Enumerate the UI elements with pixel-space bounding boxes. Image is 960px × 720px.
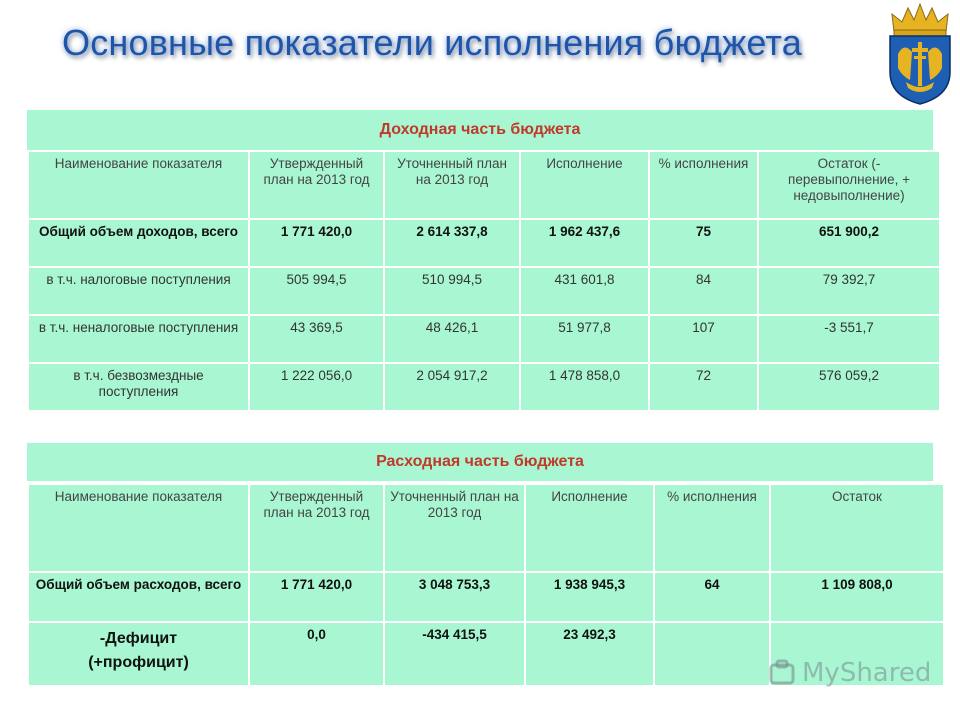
watermark-text: MyShared <box>802 658 932 688</box>
table-cell: 64 <box>655 573 769 621</box>
income-header-cell: Уточненный план на 2013 год <box>385 152 519 218</box>
table-cell: 576 059,2 <box>759 364 939 410</box>
table-cell: 1 109 808,0 <box>771 573 943 621</box>
expense-header-cell: Остаток <box>771 485 943 571</box>
expense-section-title: Расходная часть бюджета <box>27 443 933 481</box>
table-cell: 431 601,8 <box>521 268 648 314</box>
table-cell: 51 977,8 <box>521 316 648 362</box>
income-panel <box>27 110 933 410</box>
table-cell: 1 938 945,3 <box>526 573 653 621</box>
table-cell: 510 994,5 <box>385 268 519 314</box>
table-cell: 23 492,3 <box>526 623 653 685</box>
table-cell: в т.ч. неналоговые поступления <box>29 316 248 362</box>
table-cell: 75 <box>650 220 757 266</box>
coat-of-arms-icon <box>884 2 956 106</box>
table-cell: в т.ч. налоговые поступления <box>29 268 248 314</box>
table-cell: 2 614 337,8 <box>385 220 519 266</box>
income-header-cell: Остаток (- перевыполнение, + недовыполнение) <box>759 152 939 218</box>
expense-header-row <box>29 485 943 571</box>
income-header-row <box>29 152 939 218</box>
table-cell: 1 222 056,0 <box>250 364 383 410</box>
table-row <box>29 364 939 410</box>
table-cell: 48 426,1 <box>385 316 519 362</box>
watermark <box>768 658 931 688</box>
table-cell: 43 369,5 <box>250 316 383 362</box>
expense-header-cell: Исполнение <box>526 485 653 571</box>
deficit-label: -Дефицит <box>99 630 178 647</box>
table-row <box>29 268 939 314</box>
income-header-cell: Утвержденный план на 2013 год <box>250 152 383 218</box>
income-header-cell: % исполнения <box>650 152 757 218</box>
table-row <box>29 316 939 362</box>
table-cell: 1 962 437,6 <box>521 220 648 266</box>
page-title: Основные показатели исполнения бюджета <box>62 22 802 63</box>
table-cell: Общий объем доходов, всего <box>29 220 248 266</box>
income-header-cell: Наименование показателя <box>29 152 248 218</box>
expense-table <box>27 483 945 687</box>
watermark-icon <box>768 659 798 687</box>
table-cell: 3 048 753,3 <box>385 573 524 621</box>
table-cell: 0,0 <box>250 623 383 685</box>
income-header-cell: Исполнение <box>521 152 648 218</box>
deficit-label-cell <box>29 623 248 685</box>
table-cell-empty <box>655 623 769 685</box>
table-cell: 84 <box>650 268 757 314</box>
table-row <box>29 220 939 266</box>
table-cell: 1 478 858,0 <box>521 364 648 410</box>
table-cell: 1 771 420,0 <box>250 220 383 266</box>
table-cell: 1 771 420,0 <box>250 573 383 621</box>
table-cell: -434 415,5 <box>385 623 524 685</box>
expense-header-cell: Наименование показателя <box>29 485 248 571</box>
income-section-title: Доходная часть бюджета <box>27 110 933 150</box>
table-row <box>29 573 943 621</box>
table-cell: 505 994,5 <box>250 268 383 314</box>
table-cell: 72 <box>650 364 757 410</box>
surplus-label: (+профицит) <box>88 654 189 671</box>
expense-header-cell: Уточненный план на 2013 год <box>385 485 524 571</box>
expense-header-cell: % исполнения <box>655 485 769 571</box>
table-cell: -3 551,7 <box>759 316 939 362</box>
table-cell: 651 900,2 <box>759 220 939 266</box>
income-table <box>27 150 941 412</box>
table-cell: 79 392,7 <box>759 268 939 314</box>
expense-panel <box>27 443 933 686</box>
table-cell: Общий объем расходов, всего <box>29 573 248 621</box>
table-cell: 2 054 917,2 <box>385 364 519 410</box>
table-cell: 107 <box>650 316 757 362</box>
expense-header-cell: Утвержденный план на 2013 год <box>250 485 383 571</box>
table-cell: в т.ч. безвозмездные поступления <box>29 364 248 410</box>
